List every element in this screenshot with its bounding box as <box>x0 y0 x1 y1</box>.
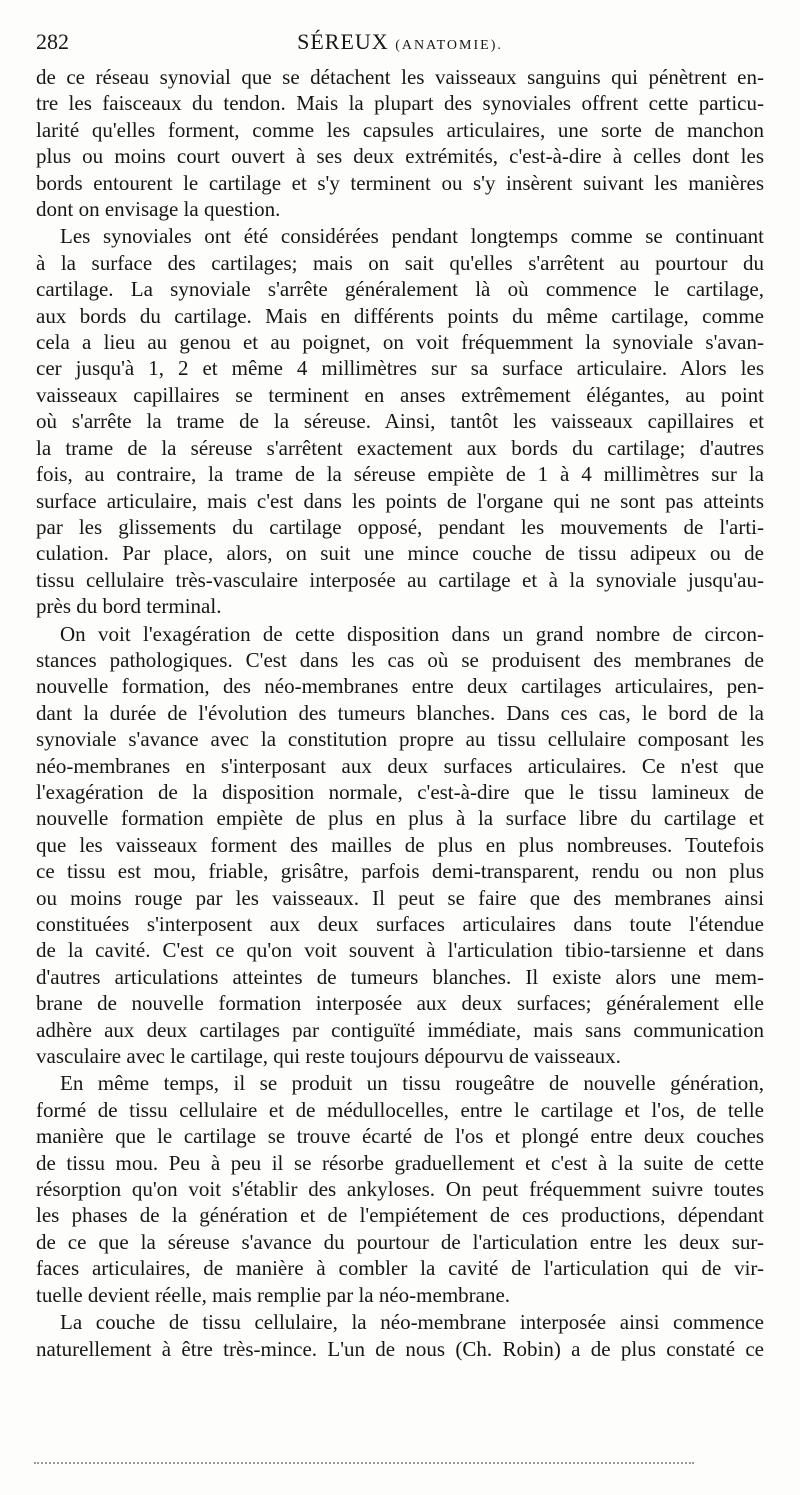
paragraph <box>36 621 764 1070</box>
text-line: où s'arrête la trame de la séreuse. Ainsi, tantôt les vaisseaux capillaires et <box>36 409 764 434</box>
running-head <box>36 24 764 64</box>
text-line: larité qu'elles forment, comme les capsules articulaires, une sorte de manchon <box>36 117 764 142</box>
text-line: que les vaisseaux forment des mailles de plus en plus nombreuses. Toutefois <box>36 832 764 857</box>
text-line: de tissu mou. Peu à peu il se résorbe graduellement et c'est à la suite de cette <box>36 1150 764 1175</box>
text-line: par les glissements du cartilage opposé, pendant les mouvements de l'arti- <box>36 514 764 539</box>
text-line: faces articulaires, de manière à combler la cavité de l'articulation qui de vir- <box>36 1256 764 1281</box>
text-line: nouvelle formation empiète de plus en plus à la surface libre du cartilage et <box>36 806 764 831</box>
text-line: cartilage. La synoviale s'arrête généralement là où commence le cartilage, <box>36 277 764 302</box>
text-line: culation. Par place, alors, on suit une mince couche de tissu adipeux ou de <box>36 541 764 566</box>
text-line: manière que le cartilage se trouve écarté de l'os et plongé entre deux couches <box>36 1124 764 1149</box>
paragraph <box>36 223 764 619</box>
text-line: synoviale s'avance avec la constitution propre au tissu cellulaire composant les <box>36 727 764 752</box>
paragraph <box>36 64 764 222</box>
text-line: dant la durée de l'évolution des tumeurs blanches. Dans ces cas, le bord de la <box>36 700 764 725</box>
text-line: bords entourent le cartilage et s'y terminent ou s'y insèrent suivant les manières <box>36 170 764 195</box>
text-line: On voit l'exagération de cette disposition dans un grand nombre de circon- <box>60 621 764 646</box>
text-line: près du bord terminal. <box>36 594 222 619</box>
text-line: plus ou moins court ouvert à ses deux extrémités, c'est-à-dire à celles dont les <box>36 144 764 169</box>
text-line: cela a lieu au genou et au poignet, on voit fréquemment la synoviale s'avan- <box>36 330 764 355</box>
text-line: l'exagération de la disposition normale, c'est-à-dire que le tissu lamineux de <box>36 779 764 804</box>
text-line: les phases de la génération et de l'empiétement de ces productions, dépendant <box>36 1203 764 1228</box>
text-line: de ce réseau synovial que se détachent les vaisseaux sanguins qui pénètrent en- <box>36 65 764 89</box>
text-line: Les synoviales ont été considérées pendant longtemps comme se continuant <box>60 224 764 249</box>
paragraph <box>36 1070 764 1308</box>
page-footer <box>34 1458 694 1468</box>
text-line: tissu cellulaire très-vasculaire interposée au cartilage et à la synoviale jusqu'au- <box>36 567 764 592</box>
text-line: la trame de la séreuse s'arrêtent exactement aux bords du cartilage; d'autres <box>36 435 764 460</box>
footer-dotted-rule <box>34 1462 694 1464</box>
body-text <box>36 64 764 1363</box>
running-subtitle: (ANATOMIE). <box>395 38 503 53</box>
text-line: de la cavité. C'est ce qu'on voit souvent à l'articulation tibio-tarsienne et dans <box>36 938 764 963</box>
text-line: vasculaire avec le cartilage, qui reste toujours dépourvu de vaisseaux. <box>36 1044 621 1069</box>
paragraph <box>36 1309 764 1362</box>
text-line: surface articulaire, mais c'est dans les points de l'organe qui ne sont pas atteints <box>36 488 764 513</box>
text-line: En même temps, il se produit un tissu rougeâtre de nouvelle génération, <box>60 1071 764 1096</box>
text-line: tre les faisceaux du tendon. Mais la plupart des synoviales offrent cette particu- <box>36 91 764 116</box>
text-line: cer jusqu'à 1, 2 et même 4 millimètres sur sa surface articulaire. Alors les <box>36 356 764 381</box>
text-line: nouvelle formation, des néo-membranes entre deux cartilages articulaires, pen- <box>36 674 764 699</box>
text-line: fois, au contraire, la trame de la séreuse empiète de 1 à 4 millimètres sur la <box>36 462 764 487</box>
page-number: 282 <box>36 29 69 54</box>
text-line: constituées s'interposent aux deux surfaces articulaires dans toute l'étendue <box>36 912 764 936</box>
text-line: à la surface des cartilages; mais on sait qu'elles s'arrêtent au pourtour du <box>36 250 764 275</box>
text-line: de ce que la séreuse s'avance du pourtour de l'articulation entre les deux sur- <box>36 1229 764 1254</box>
text-line: d'autres articulations atteintes de tumeurs blanches. Il existe alors une mem- <box>36 964 764 989</box>
text-line: adhère aux deux cartilages par contiguïté immédiate, mais sans communication <box>36 1017 764 1042</box>
page-header <box>36 24 764 60</box>
text-line: formé de tissu cellulaire et de médullocelles, entre le cartilage et l'os, de telle <box>36 1097 764 1122</box>
text-line: brane de nouvelle formation interposée aux deux surfaces; généralement elle <box>36 991 764 1016</box>
text-line: La couche de tissu cellulaire, la néo-membrane interposée ainsi commence <box>60 1310 764 1335</box>
text-line: vaisseaux capillaires se terminent en anses extrêmement élégantes, au point <box>36 382 764 407</box>
running-title: SÉREUX <box>297 29 389 54</box>
text-line: naturellement à être très-mince. L'un de nous (Ch. Robin) a de plus constaté ce <box>36 1336 764 1361</box>
text-line: résorption qu'on voit s'établir des ankyloses. On peut fréquemment suivre toutes <box>36 1177 764 1202</box>
text-line: ce tissu est mou, friable, grisâtre, parfois demi-transparent, rendu ou non plus <box>36 859 764 884</box>
text-line: stances pathologiques. C'est dans les cas où se produisent des membranes de <box>36 647 764 672</box>
text-line: tuelle devient réelle, mais remplie par la néo-membrane. <box>36 1282 511 1307</box>
text-line: dont on envisage la question. <box>36 197 281 222</box>
text-line: néo-membranes en s'interposant aux deux surfaces articulaires. Ce n'est que <box>36 753 764 778</box>
text-line: aux bords du cartilage. Mais en différents points du même cartilage, comme <box>36 303 764 328</box>
text-line: ou moins rouge par les vaisseaux. Il peut se faire que des membranes ainsi <box>36 885 764 910</box>
